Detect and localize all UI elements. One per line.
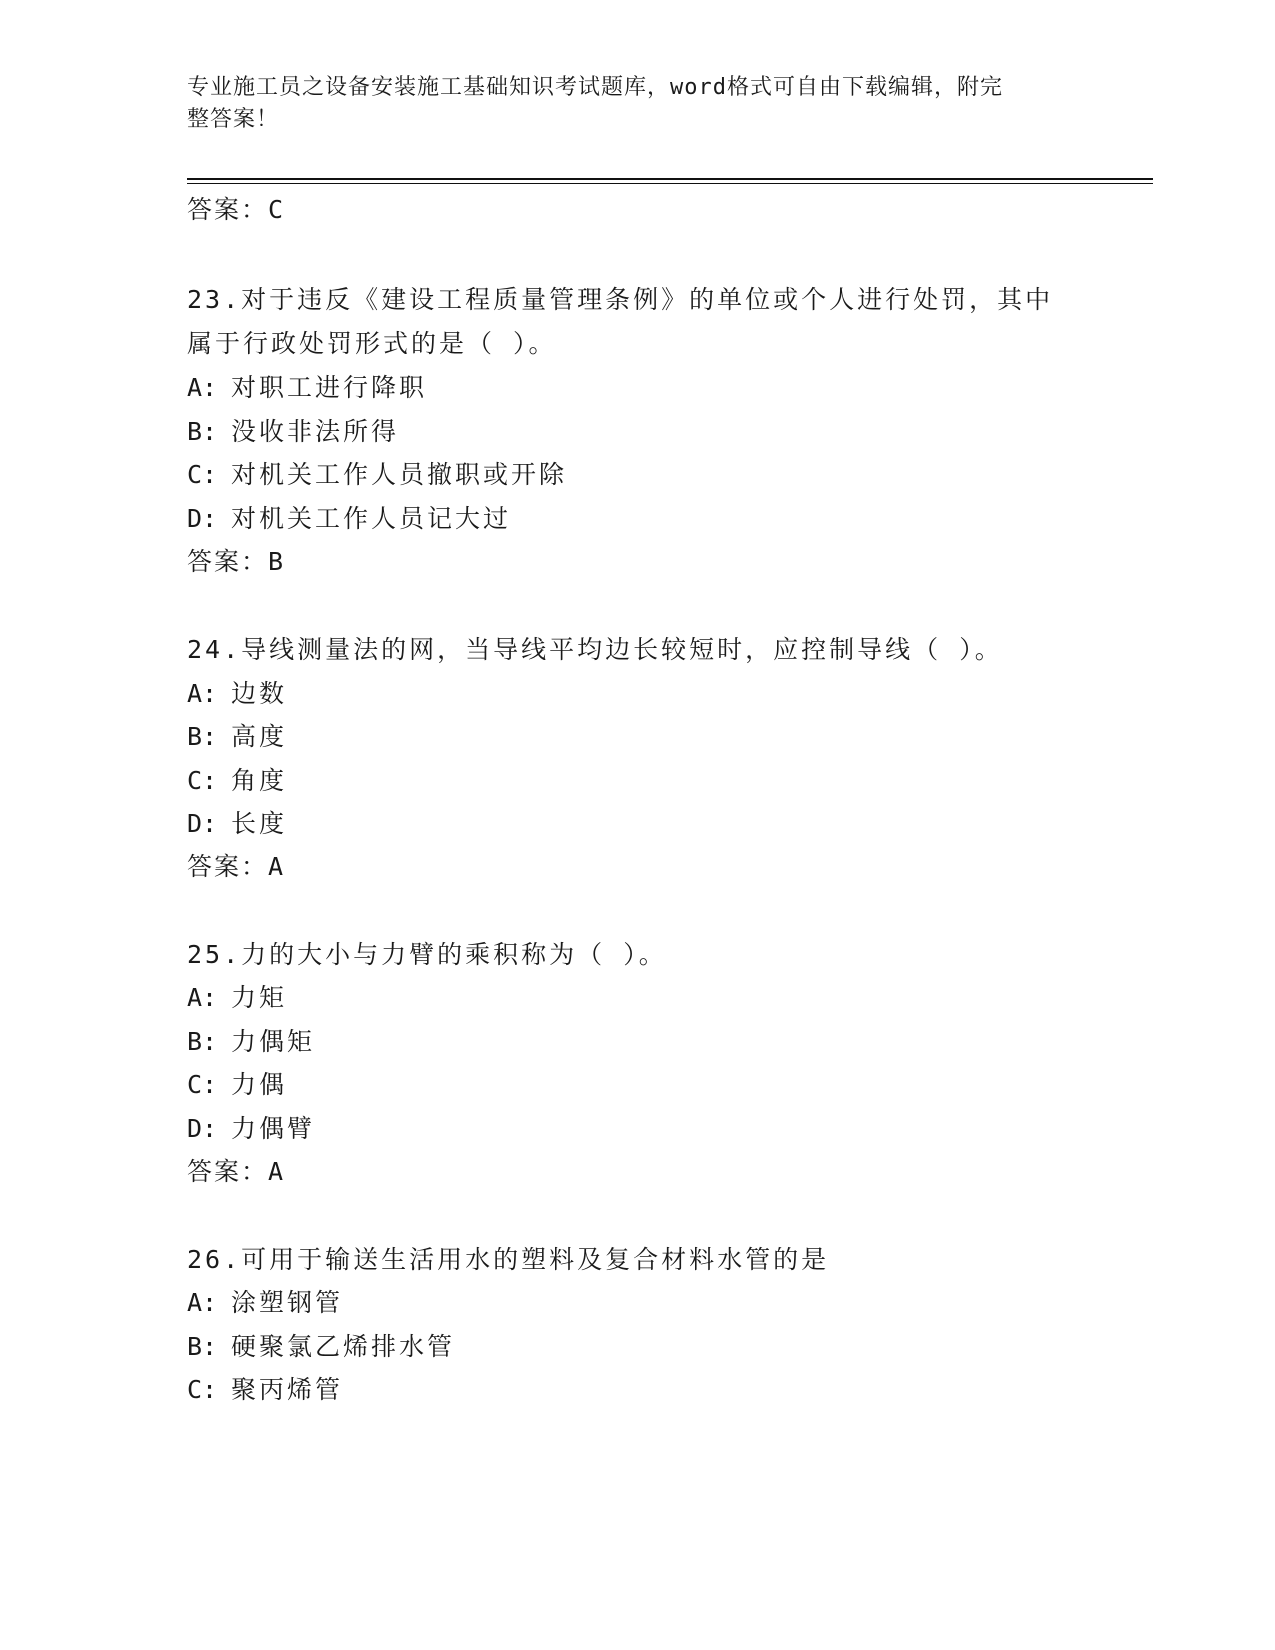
option-text: 对职工进行降职 (231, 373, 428, 402)
question-24-stem: 24.导线测量法的网，当导线平均边长较短时，应控制导线（ ）。 (187, 635, 1003, 664)
option-key: B: (187, 722, 218, 751)
option-text: 没收非法所得 (231, 417, 400, 446)
option-key: A: (187, 679, 218, 708)
question-25-option-b (187, 1025, 315, 1059)
question-24-option-d (187, 807, 287, 841)
option-key: D: (187, 809, 218, 838)
option-key: B: (187, 417, 218, 446)
question-23-option-a (187, 371, 427, 405)
question-23-stem-line-2: 属于行政处罚形式的是（ ）。 (187, 329, 557, 358)
answer-value: A (268, 1157, 286, 1186)
option-key: C: (187, 1375, 218, 1404)
question-23-option-c (187, 458, 567, 492)
answer-value: C (268, 195, 286, 224)
question-25-answer (187, 1155, 285, 1189)
header-line-1: 专业施工员之设备安装施工基础知识考试题库，word格式可自由下载编辑，附完 (187, 75, 1003, 100)
question-23-stem-line-1: 23.对于违反《建设工程质量管理条例》的单位或个人进行处罚，其中 (187, 285, 1054, 314)
option-key: A: (187, 1288, 218, 1317)
answer-label: 答案： (187, 547, 269, 576)
option-text: 边数 (231, 679, 288, 708)
option-text: 对机关工作人员撤职或开除 (231, 460, 568, 489)
header-line-2: 整答案！ (187, 107, 280, 132)
question-26-stem: 26.可用于输送生活用水的塑料及复合材料水管的是 (187, 1245, 830, 1274)
question-24-option-b (187, 720, 287, 754)
option-key: C: (187, 460, 218, 489)
question-26-option-b (187, 1330, 455, 1364)
option-key: D: (187, 1114, 218, 1143)
option-key: B: (187, 1027, 218, 1056)
answer-value: B (268, 547, 286, 576)
question-26-option-c (187, 1373, 343, 1407)
header-divider-thin (187, 183, 1153, 184)
previous-answer (187, 193, 285, 227)
option-text: 硬聚氯乙烯排水管 (231, 1332, 456, 1361)
option-key: A: (187, 983, 218, 1012)
option-key: A: (187, 373, 218, 402)
question-25-stem: 25.力的大小与力臂的乘积称为（ ）。 (187, 940, 667, 969)
option-text: 力偶臂 (231, 1114, 316, 1143)
option-text: 力矩 (231, 983, 288, 1012)
option-text: 长度 (231, 809, 288, 838)
question-25-option-c (187, 1068, 287, 1102)
option-key: B: (187, 1332, 218, 1361)
answer-label: 答案： (187, 852, 269, 881)
option-text: 聚丙烯管 (231, 1375, 344, 1404)
option-text: 高度 (231, 722, 288, 751)
question-25-option-a (187, 981, 287, 1015)
option-key: C: (187, 766, 218, 795)
question-23-option-b (187, 415, 399, 449)
question-23-answer (187, 545, 285, 579)
answer-label: 答案： (187, 1157, 269, 1186)
question-24-answer (187, 850, 285, 884)
question-26-option-a (187, 1286, 343, 1320)
option-text: 角度 (231, 766, 288, 795)
header-divider-thick (187, 178, 1153, 180)
option-text: 对机关工作人员记大过 (231, 504, 512, 533)
option-key: C: (187, 1070, 218, 1099)
question-23-option-d (187, 502, 511, 536)
document-header (187, 72, 1067, 136)
answer-label: 答案： (187, 195, 269, 224)
question-24-option-a (187, 677, 287, 711)
option-text: 力偶 (231, 1070, 288, 1099)
option-key: D: (187, 504, 218, 533)
option-text: 力偶矩 (231, 1027, 316, 1056)
question-24-option-c (187, 764, 287, 798)
question-25-option-d (187, 1112, 315, 1146)
option-text: 涂塑钢管 (231, 1288, 344, 1317)
answer-value: A (268, 852, 286, 881)
